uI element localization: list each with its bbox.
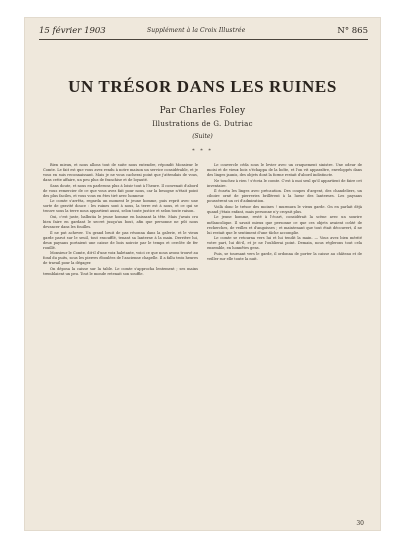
paragraph: Ne touchez à rien ! s'écria le comte. C'est à moi seul qu'il appartient de faire cet inventaire. <box>207 178 362 188</box>
paragraph: Oui, c'est juste, balbutia le jeune homme en baissant la tête. Mais j'avais cru bien faire en gardant le secret jusqu'au bout, afin que personne ne pût nous devancer dans les fouilles. <box>43 214 198 230</box>
illustration-credit: Illustrations de G. Dutriac <box>152 120 253 128</box>
paragraph: On déposa la caisse sur la table. Le comte s'approcha lentement ; ses mains tremblaient un peu. Tout le monde retenait son souffle. <box>43 266 198 276</box>
paragraph: Voilà donc le trésor des moines ! murmura le vieux garde. On en parlait déjà quand j'étais enfant, mais personne n'y croyait plus. <box>207 204 362 214</box>
header-rule <box>39 39 368 40</box>
paragraph: Puis, se tournant vers le garde, il ordonna de porter la caisse au château et de veiller sur elle toute la nuit. <box>207 251 362 261</box>
continuation-label: (Suite) <box>192 133 213 140</box>
newspaper-page <box>25 18 380 530</box>
paragraph: Le jeune homme, resté à l'écart, considérait la scène avec un sourire mélancolique. Il savait mieux que personne ce que ces objets avaient coûté de recherches, de veilles et d'angoisses ; et maintenant que tout était découvert, il ne lui restait que le sentiment d'une tâche accomplie. <box>207 215 362 235</box>
paragraph: Sans doute, et nous en parlerons plus à loisir tout à l'heure. Il convenait d'abord de vous remercier de ce que vous avez fait pour nous, car la besogne n'était point des plus faciles, et vous vous en êtes tiré avec honneur. <box>43 183 198 198</box>
page-number: 30 <box>356 520 364 527</box>
paragraph: Il ne put achever. Un grand bruit de pas résonna dans la galerie, et le vieux garde parut sur le seuil, tout essoufflé, tenant sa lanterne à la main. Derrière lui, deux paysans portaient une caisse de bois noircie par le temps et cerclée de fer rouillé. <box>43 230 198 250</box>
running-header <box>39 20 368 40</box>
paragraph: Bien mieux, et nous allons tout de suite nous entendre, répondit Monsieur le Comte. Le fait est que vous avez rendu à notre maison un service considérable, et je vous en suis reconnaissant. Mais je ne vous cacherai point que j'attendais de vous, dans cette affaire, un peu plus de franchise et de loyauté. <box>43 163 198 183</box>
issue-number: N° 865 <box>337 26 368 36</box>
paragraph: Il écarta les linges avec précaution. Des coupes d'argent, des chandeliers, un ciboire orné de pierreries brillèrent à la lueur des lanternes. Les paysans poussèrent un cri d'admiration. <box>207 189 362 204</box>
text-column-left <box>43 163 198 518</box>
text-column-right <box>207 163 362 518</box>
paragraph: Le couvercle céda sous le levier avec un craquement sinistre. Une odeur de moisi et de vieux bois s'échappa de la boîte, et l'on vit apparaître, enveloppés dans des linges jaunis, des objets dont la forme restait d'abord indistincte. <box>207 163 362 178</box>
issue-date: 15 février 1903 <box>39 26 106 36</box>
paragraph: Le comte se retourna vers lui et lui tendit la main. — Vous avez bien mérité votre part, lui dit-il, et je ne l'oublierai point. Demain, nous réglerons tout cela ensemble, en honnêtes gens. <box>207 236 362 251</box>
paragraph: Monsieur le Comte, dit-il d'une voix haletante, voici ce que nous avons trouvé au fond du puits, sous les pierres éboulées de l'ancienne chapelle. Il a fallu trois heures de travail pour la dégager. <box>43 251 198 266</box>
section-separator: * * * <box>192 148 213 154</box>
paragraph: Le comte s'arrêta, regarda un moment le jeune homme, puis reprit avec une sorte de gravité douce : les ruines sont à nous, la terre est à nous, et ce qui se trouve sous la terre nous appartient aussi, selon toute justice et selon toute raison. <box>43 199 198 214</box>
article-byline: Par Charles Foley <box>159 106 246 116</box>
supplement-label: Supplément à la Croix Illustrée <box>147 27 246 34</box>
article-title: UN TRÉSOR DANS LES RUINES <box>68 77 337 96</box>
